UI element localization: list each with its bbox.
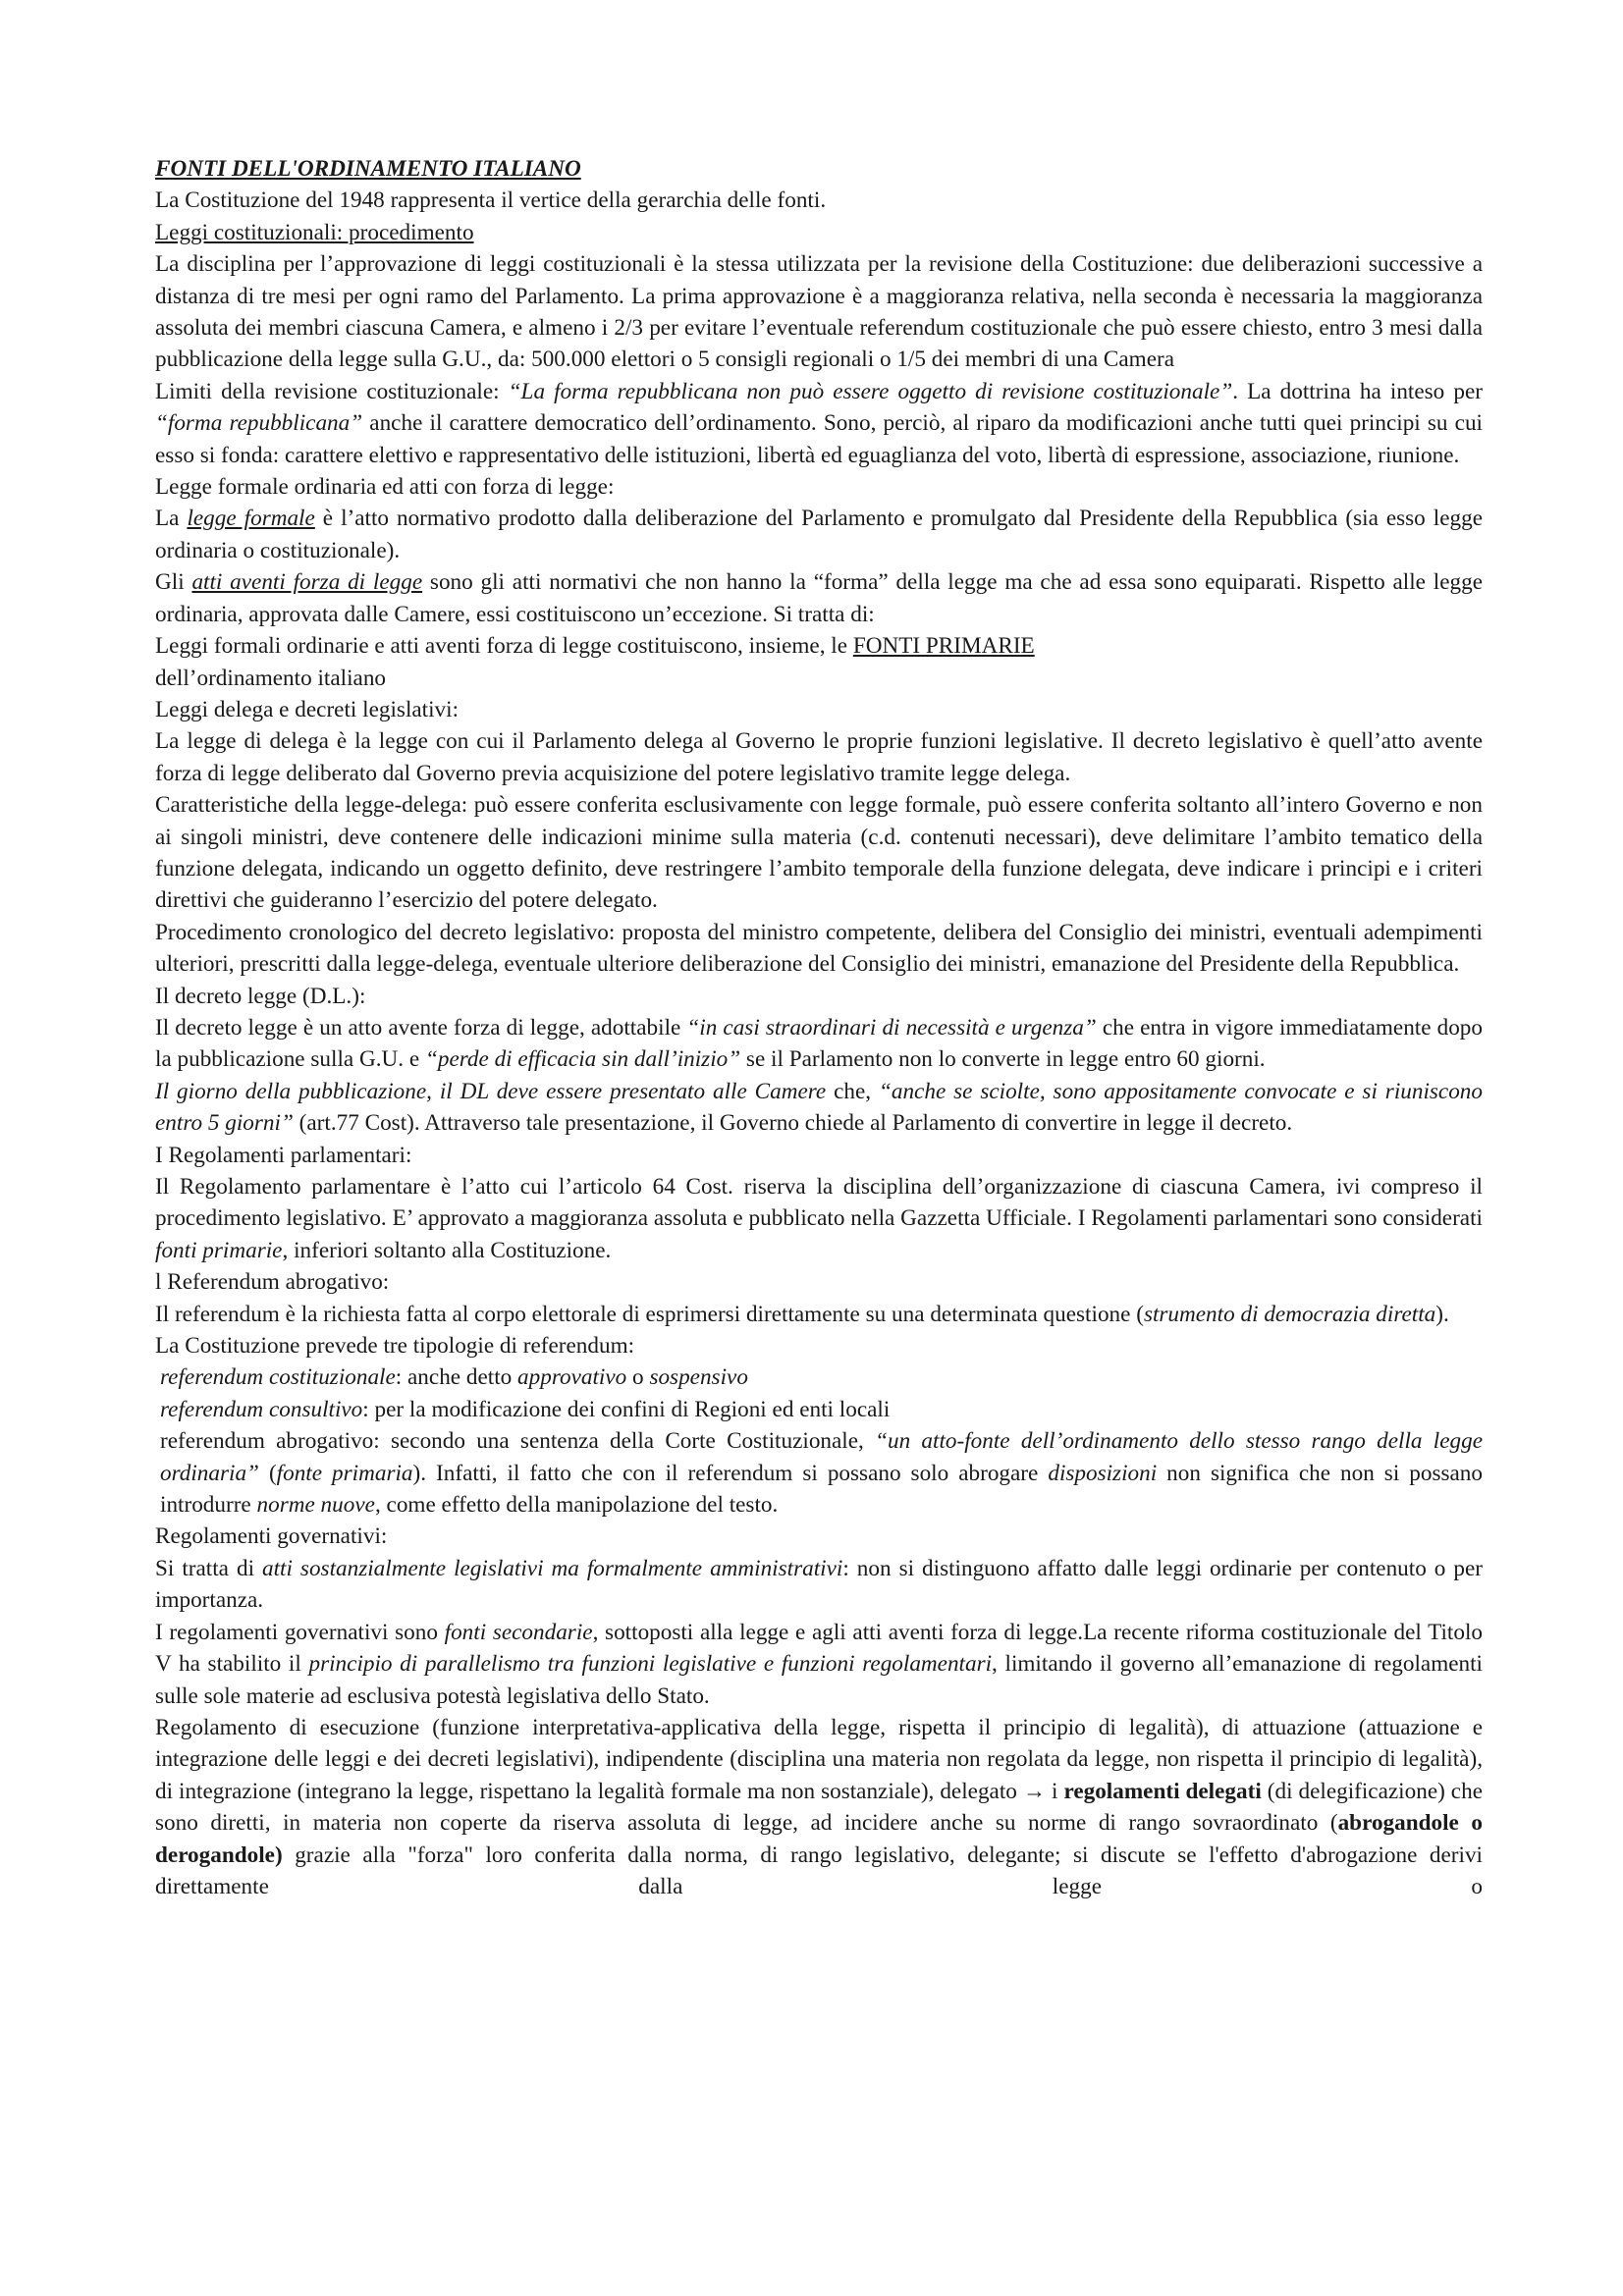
text-segment: , sottoposti alla legge e agli atti aventi forza di legge.La recente riforma costituzionale del Titolo V ha stabilito il <box>155 1619 1483 1678</box>
text-segment: dell’ordinamento italiano <box>155 665 387 691</box>
text-segment: Regolamento di esecuzione (funzione interpretativa-applicativa della legge, rispetta il principio di legalità), di attuazione (attuazione e integrazione delle leggi e dei decreti legislativi), indipendente (disciplina una materia non regolata da legge, non rispetta il principio di legalità), di integrazione (integrano la legge, rispettano la legalità formale ma non sostanziale), delegato → i <box>155 1714 1483 1804</box>
paragraph-tipi-regolamento <box>155 1712 1483 1902</box>
text-segment: (art.77 Cost). Attraverso tale presentazione, il Governo chiede al Parlamento di convertire in legge il decreto. <box>293 1110 1293 1137</box>
text-segment: Leggi formali ordinarie e atti aventi forza di legge costituiscono, insieme, le <box>155 633 853 660</box>
text-segment: “anche se sciolte, sono appositamente convocate e si riuniscono entro 5 giorni” <box>155 1078 1483 1137</box>
text-segment: non significa che non si possano introdurre <box>160 1460 1483 1519</box>
heading-legge-formale: Legge formale ordinaria ed atti con forza di legge: <box>155 474 615 501</box>
text-segment: Si tratta di <box>155 1555 263 1581</box>
heading-leggi-costituzionali <box>155 217 1483 248</box>
document-page <box>155 153 1483 1902</box>
text-segment: o <box>626 1364 650 1391</box>
text-segment: Limiti della revisione costituzionale: <box>155 378 509 404</box>
text-segment: se il Parlamento non lo converte in legge entro 60 giorni. <box>740 1046 1266 1073</box>
paragraph-atti-aventi-forza <box>155 566 1483 630</box>
text-segment: (di delegificazione) che sono diretti, in materia non coperte da riserva assoluta di legge, ad incidere anche su norme di rango sovraordinato ( <box>155 1778 1483 1837</box>
paragraph-regolamenti-governativi <box>155 1553 1483 1617</box>
paragraph-regolamenti-parlamentari <box>155 1171 1483 1266</box>
text-segment: ). Infatti, il fatto che con il referendum si possano solo abrogare <box>412 1460 1049 1486</box>
text-segment: : anche detto <box>395 1364 518 1391</box>
paragraph-legge-formale <box>155 503 1483 566</box>
text-segment: . La dottrina ha inteso per <box>1232 378 1483 404</box>
text-segment: : per la modificazione dei confini di Regioni ed enti locali <box>362 1396 891 1422</box>
text-segment: è l’atto normativo prodotto dalla deliberazione del Parlamento e promulgato dal Presidente della Repubblica (sia esso legge ordinaria o costituzionale). <box>155 506 1483 563</box>
text-segment: “in casi straordinari di necessità e urgenza” <box>686 1014 1097 1041</box>
text-segment: “perde di efficacia sin dall’inizio” <box>424 1046 741 1073</box>
text-segment: Il giorno della pubblicazione, il DL deve essere presentato alle Camere <box>155 1078 827 1104</box>
paragraph-leggi-costituzionali: La disciplina per l’approvazione di leggi costituzionali è la stessa utilizzata per la revisione della Costituzione: due deliberazioni successive a distanza di tre mesi per ogni ramo del Parlamento. La prima approvazione è a maggioranza relativa, nella seconda è necessaria la maggioranza assoluta dei membri ciascuna Camera, e almeno i 2/3 per evitare l’eventuale referendum costituzionale che può essere chiesto, entro 3 mesi dalla pubblicazione della legge sulla G.U., da: 500.000 elettori o 5 consigli regionali o 1/5 dei membri di una Camera <box>155 251 1483 373</box>
text-segment: referendum costituzionale <box>160 1364 396 1391</box>
text-segment: ( <box>258 1460 277 1486</box>
text-segment: legge formale <box>187 506 315 532</box>
text-segment: fonti primarie <box>155 1237 283 1263</box>
paragraph-procedimento: Procedimento cronologico del decreto legislativo: proposta del ministro competente, delibera del Consiglio dei ministri, eventuali adempimenti ulteriori, prescritti dalla legge-delega, eventuale ulteriore deliberazione del Consiglio dei ministri, emanazione del Presidente della Repubblica. <box>155 919 1483 978</box>
text-segment: norme nuove <box>256 1492 375 1519</box>
text-segment: Gli <box>155 569 192 596</box>
text-segment: La <box>155 506 188 532</box>
text-segment: , limitando il governo all’emanazione di regolamenti sulle sole materie ad esclusiva potestà legislativa dello Stato. <box>155 1651 1483 1709</box>
text-segment: abrogandole o derogandole) <box>155 1810 1484 1868</box>
paragraph-caratteristiche: Caratteristiche della legge-delega: può essere conferita esclusivamente con legge formale, può essere conferita soltanto all’intero Governo e non ai singoli ministri, deve contenere delle indicazioni minime sulla materia (c.d. contenuti necessari), deve delimitare l’ambito tematico della funzione delegata, indicando un oggetto definito, deve restringere l’ambito temporale della funzione delegata, deve indicare i principi e i criteri direttivi che guideranno l’esercizio del potere delegato. <box>155 792 1483 914</box>
text-segment: regolamenti delegati <box>1063 1778 1262 1804</box>
text-segment: approvativo <box>517 1364 627 1391</box>
paragraph-tipologie: La Costituzione prevede tre tipologie di referendum: <box>155 1333 635 1360</box>
text-segment: Il Regolamento parlamentare è l’atto cui l’articolo 64 Cost. riserva la disciplina dell’organizzazione di ciascuna Camera, ivi compreso il procedimento legislativo. E’ approvato a maggioranza assoluta e pubblicato nella Gazzetta Ufficiale. I Regolamenti parlamentari sono considerati <box>155 1174 1483 1232</box>
paragraph-presentazione-dl <box>155 1076 1483 1140</box>
text-segment: che entra in vigore immediatamente dopo la pubblicazione sulla G.U. e <box>155 1014 1483 1073</box>
heading-decreto-legge: Il decreto legge (D.L.): <box>155 983 366 1009</box>
text-segment: , come effetto della manipolazione del testo. <box>374 1492 779 1519</box>
list-item-referendum-abrogativo <box>155 1425 1483 1521</box>
text-segment: referendum abrogativo: secondo una sentenza della Corte Costituzionale, <box>160 1428 876 1455</box>
heading-referendum: l Referendum abrogativo: <box>155 1269 390 1296</box>
title-text: FONTI DELL'ORDINAMENTO ITALIANO <box>155 156 581 182</box>
text-segment: Il decreto legge è un atto avente forza di legge, adottabile <box>155 1014 687 1041</box>
intro-paragraph: La Costituzione del 1948 rappresenta il vertice della gerarchia delle fonti. <box>155 187 827 214</box>
text-segment: sospensivo <box>649 1364 748 1391</box>
paragraph-fonti-primarie <box>155 630 1483 694</box>
text-segment: Il referendum è la richiesta fatta al corpo elettorale di esprimersi direttamente su una determinata questione ( <box>155 1301 1144 1327</box>
paragraph-fonti-secondarie <box>155 1617 1483 1712</box>
paragraph-referendum <box>155 1299 1483 1330</box>
text-segment: disposizioni <box>1048 1460 1158 1486</box>
text-segment: I regolamenti governativi sono <box>155 1619 445 1645</box>
text-segment: principio di parallelismo tra funzioni legislative e funzioni regolamentari <box>308 1651 993 1678</box>
heading-regolamenti-governativi: Regolamenti governativi: <box>155 1523 388 1550</box>
paragraph-legge-delega: La legge di delega è la legge con cui il Parlamento delega al Governo le proprie funzioni legislative. Il decreto legislativo è quell’atto avente forza di legge deliberato dal Governo previa acquisizione del potere legislativo tramite legge delega. <box>155 728 1483 786</box>
heading-leggi-delega: Leggi delega e decreti legislativi: <box>155 696 460 722</box>
text-segment: che, <box>826 1078 879 1104</box>
list-item-referendum-consultivo <box>155 1394 1483 1425</box>
text-segment: ). <box>1435 1301 1449 1327</box>
text-segment: FONTI PRIMARIE <box>852 633 1035 660</box>
text-segment: , inferiori soltanto alla Costituzione. <box>282 1237 612 1263</box>
text-segment: “un atto-fonte dell’ordinamento dello stesso rango della legge ordinaria” <box>160 1428 1483 1486</box>
text-segment: referendum consultivo <box>160 1396 363 1422</box>
paragraph-limiti-revisione <box>155 376 1483 471</box>
text-segment: Leggi costituzionali: procedimento <box>155 219 474 245</box>
text-segment: strumento di democrazia diretta <box>1143 1301 1436 1327</box>
text-segment: grazie alla "forza" loro conferita dalla norma, di rango legislativo, delegante; si discute se l'effetto d'abrogazione derivi direttamente dalla legge o <box>155 1842 1483 1899</box>
text-segment: anche il carattere democratico dell’ordinamento. Sono, perciò, al riparo da modificazioni anche tutti quei principi su cui esso si fonda: carattere elettivo e rappresentativo delle istituzioni, libertà ed eguaglianza del voto, libertà di espressione, associazione, riunione. <box>155 410 1483 468</box>
text-segment: “La forma repubblicana non può essere oggetto di revisione costituzionale” <box>508 378 1233 404</box>
text-segment: fonti secondarie <box>444 1619 593 1645</box>
list-item-referendum-costituzionale <box>155 1362 1483 1393</box>
text-segment: : non si distinguono affatto dalle leggi ordinarie per contenuto o per importanza. <box>155 1555 1483 1614</box>
text-segment: “forma repubblicana” <box>155 410 363 437</box>
heading-regolamenti-parlamentari: I Regolamenti parlamentari: <box>155 1142 412 1168</box>
text-segment: sono gli atti normativi che non hanno la “forma” della legge ma che ad essa sono equiparati. Rispetto alle legge ordinaria, approvata dalle Camere, essi costituiscono un’eccezione. Si tratta di: <box>155 569 1483 627</box>
text-segment: atti aventi forza di legge <box>191 569 423 596</box>
document-title <box>155 153 1483 185</box>
text-segment: fonte primaria <box>276 1460 413 1486</box>
paragraph-decreto-legge <box>155 1012 1483 1076</box>
text-segment: atti sostanzialmente legislativi ma formalmente amministrativi <box>262 1555 843 1581</box>
